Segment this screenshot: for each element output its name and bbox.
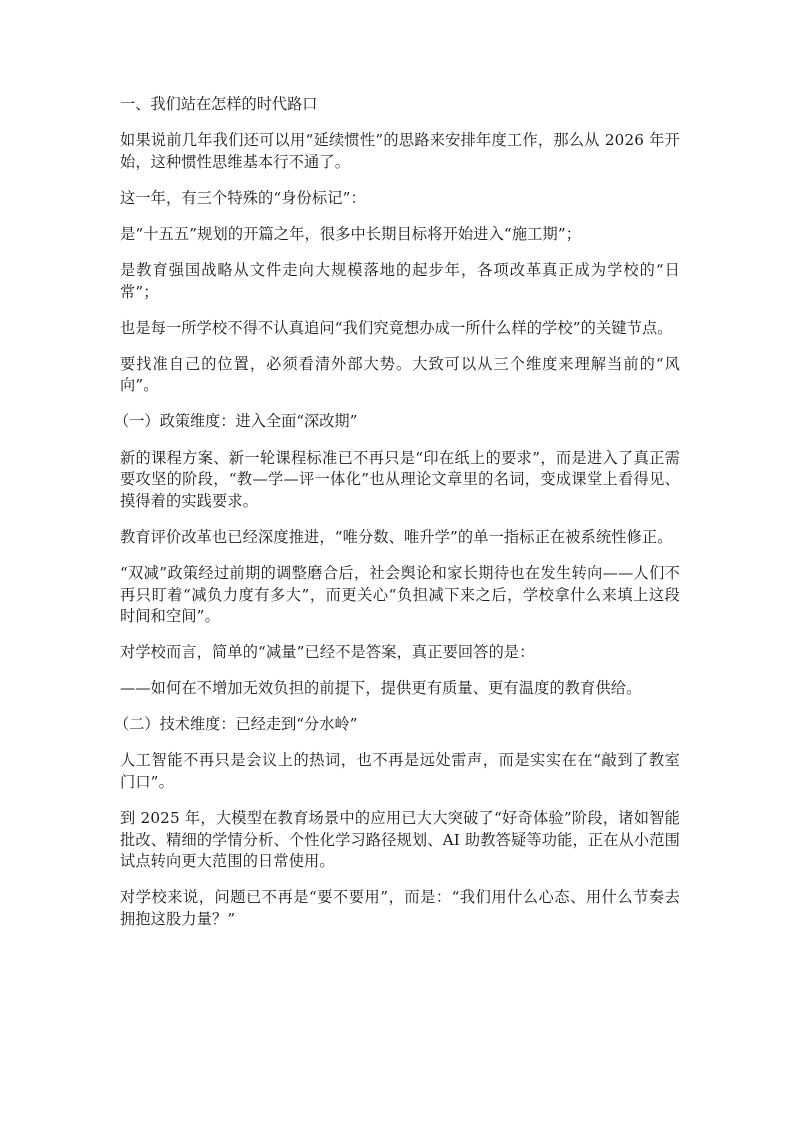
section-title: 一、我们站在怎样的时代路口 (120, 95, 318, 113)
paragraph: 对学校来说，问题已不再是“要不要用”，而是：“我们用什么心态、用什么节奏去拥抱这股力量？” (120, 888, 680, 929)
paragraph: 也是每一所学校不得不认真追问“我们究竟想办成一所什么样的学校”的关键节点。 (120, 318, 673, 337)
paragraph: 教育评价改革也已经深度推进，“唯分数、唯升学”的单一指标正在被系统性修正。 (120, 527, 673, 546)
paragraph: 要找准自己的位置，必须看清外部大势。大致可以从三个维度来理解当前的“风向”。 (120, 354, 680, 395)
paragraph: 对学校而言，简单的“减量”已经不是答案，真正要回答的是： (120, 643, 535, 662)
paragraph: 新的课程方案、新一轮课程标准已不再只是“印在纸上的要求”，而是进入了真正需要攻坚的阶段，“教—学—评一体化”也从理论文章里的名词，变成课堂上看得见、摸得着的实践要求。 (120, 448, 680, 510)
paragraph: “双减”政策经过前期的调整磨合后，社会舆论和家长期待也在发生转向——人们不再只盯着“减负力度有多大”，而更关心“负担减下来之后，学校拿什么来填上这段时间和空间”。 (120, 563, 680, 626)
paragraph: 如果说前几年我们还可以用“延续惯性”的思路来安排年度工作，那么从 2026 年开始，这种惯性思维基本行不通了。 (120, 131, 680, 171)
paragraph: 是教育强国战略从文件走向大规模落地的起步年，各项改革真正成为学校的“日常”； (120, 260, 680, 301)
paragraph: 人工智能不再只是会议上的热词，也不再是远处雷声，而是实实在在“敲到了教室门口”。 (120, 751, 680, 792)
paragraph: ——如何在不增加无效负担的前提下，提供更有质量、更有温度的教育供给。 (120, 679, 642, 698)
document-page (114, 94, 680, 945)
subsection-title-policy: （一）政策维度：进入全面“深改期” (114, 412, 358, 431)
paragraph: 这一年，有三个特殊的“身份标记”： (120, 188, 366, 207)
paragraph: 是“十五五”规划的开篇之年，很多中长期目标将开始进入“施工期”； (120, 224, 582, 243)
subsection-title-technology: （二）技术维度：已经走到“分水岭” (114, 715, 358, 734)
paragraph: 到 2025 年，大模型在教育场景中的应用已大大突破了“好奇体验”阶段，诸如智能批改、精细的学情分析、个性化学习路径规划、AI 助教答疑等功能，正在从小范围试点转向更大范围的日常使用。 (120, 809, 680, 871)
